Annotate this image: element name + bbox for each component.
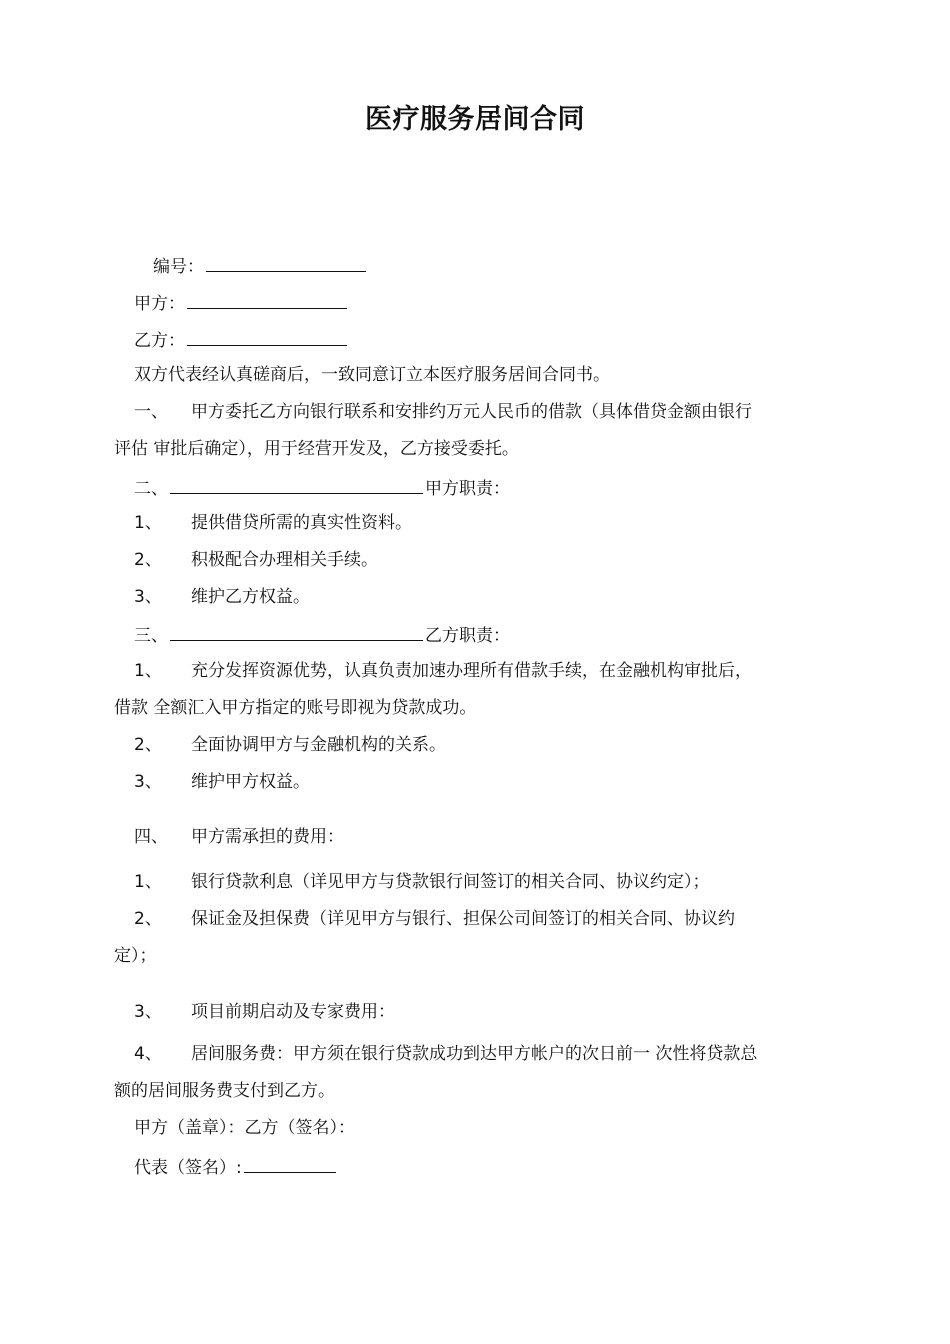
s4-item-4-text: 居间服务费：甲方须在银行贷款成功到达甲方帐户的次日前一 次性将贷款总 [191, 1044, 758, 1064]
section-2-blank [170, 476, 423, 494]
party-a-field [134, 291, 349, 315]
s2-item-1-number: 1、 [134, 513, 162, 533]
s3-item-2-number: 2、 [134, 735, 162, 755]
s4-item-4-number: 4、 [134, 1044, 162, 1064]
representative-signature-blank [244, 1155, 336, 1173]
representative-signature-label: 代表（签名）: [134, 1158, 242, 1178]
contract-number-blank [206, 254, 366, 272]
s3-item-3-text: 维护甲方权益。 [191, 772, 310, 792]
s4-item-2-text: 保证金及担保费（详见甲方与银行、担保公司间签订的相关合同、协议约 [191, 909, 735, 929]
s3-item-1-text: 充分发挥资源优势，认真负责加速办理所有借款手续，在金融机构审批后， [191, 661, 752, 681]
s3-item-1-number: 1、 [134, 661, 162, 681]
representative-signature-field [134, 1155, 338, 1179]
s4-item-4-continuation: 额的居间服务费支付到乙方。 [114, 1081, 335, 1101]
s3-item-1-continuation: 借款 全额汇入甲方指定的账号即视为贷款成功。 [114, 698, 477, 718]
s2-item-2-number: 2、 [134, 550, 162, 570]
signature-parties-line: 甲方（盖章）：乙方（签名）： [134, 1118, 355, 1138]
contract-number-label: 编号： [153, 257, 204, 277]
party-b-label: 乙方： [134, 331, 185, 351]
party-b-field [134, 328, 349, 352]
s4-item-2-number: 2、 [134, 909, 162, 929]
section-3-label: 乙方职责： [425, 626, 510, 646]
section-3-number: 三、 [134, 626, 168, 646]
section-2-number: 二、 [134, 479, 168, 499]
intro-paragraph: 双方代表经认真磋商后，一致同意订立本医疗服务居间合同书。 [134, 365, 610, 385]
s2-item-1-text: 提供借贷所需的真实性资料。 [191, 513, 412, 533]
section-3-heading [134, 623, 510, 647]
s4-item-1-number: 1、 [134, 872, 162, 892]
party-a-label: 甲方： [134, 294, 185, 314]
section-3-blank [170, 623, 423, 641]
party-b-blank [187, 328, 347, 346]
s2-item-3-number: 3、 [134, 587, 162, 607]
document-title: 医疗服务居间合同 [365, 104, 585, 135]
s4-item-3-text: 项目前期启动及专家费用： [191, 1002, 395, 1022]
section-4-number: 四、 [134, 827, 168, 847]
s2-item-3-text: 维护乙方权益。 [191, 587, 310, 607]
section-1-number: 一、 [134, 402, 168, 422]
party-a-blank [187, 291, 347, 309]
s3-item-3-number: 3、 [134, 772, 162, 792]
section-1-continuation: 评估 审批后确定），用于经营开发及，乙方接受委托。 [114, 439, 519, 459]
section-2-label: 甲方职责： [425, 479, 510, 499]
section-4-label: 甲方需承担的费用： [191, 827, 344, 847]
s4-item-3-number: 3、 [134, 1002, 162, 1022]
section-1-text: 甲方委托乙方向银行联系和安排约万元人民币的借款（具体借贷金额由银行 [191, 402, 752, 422]
contract-number-field [153, 254, 368, 278]
section-2-heading [134, 476, 510, 500]
s4-item-2-continuation: 定）； [114, 946, 157, 966]
s4-item-1-text: 银行贷款利息（详见甲方与贷款银行间签订的相关合同、协议约定）； [191, 872, 710, 892]
s3-item-2-text: 全面协调甲方与金融机构的关系。 [191, 735, 446, 755]
s2-item-2-text: 积极配合办理相关手续。 [191, 550, 378, 570]
